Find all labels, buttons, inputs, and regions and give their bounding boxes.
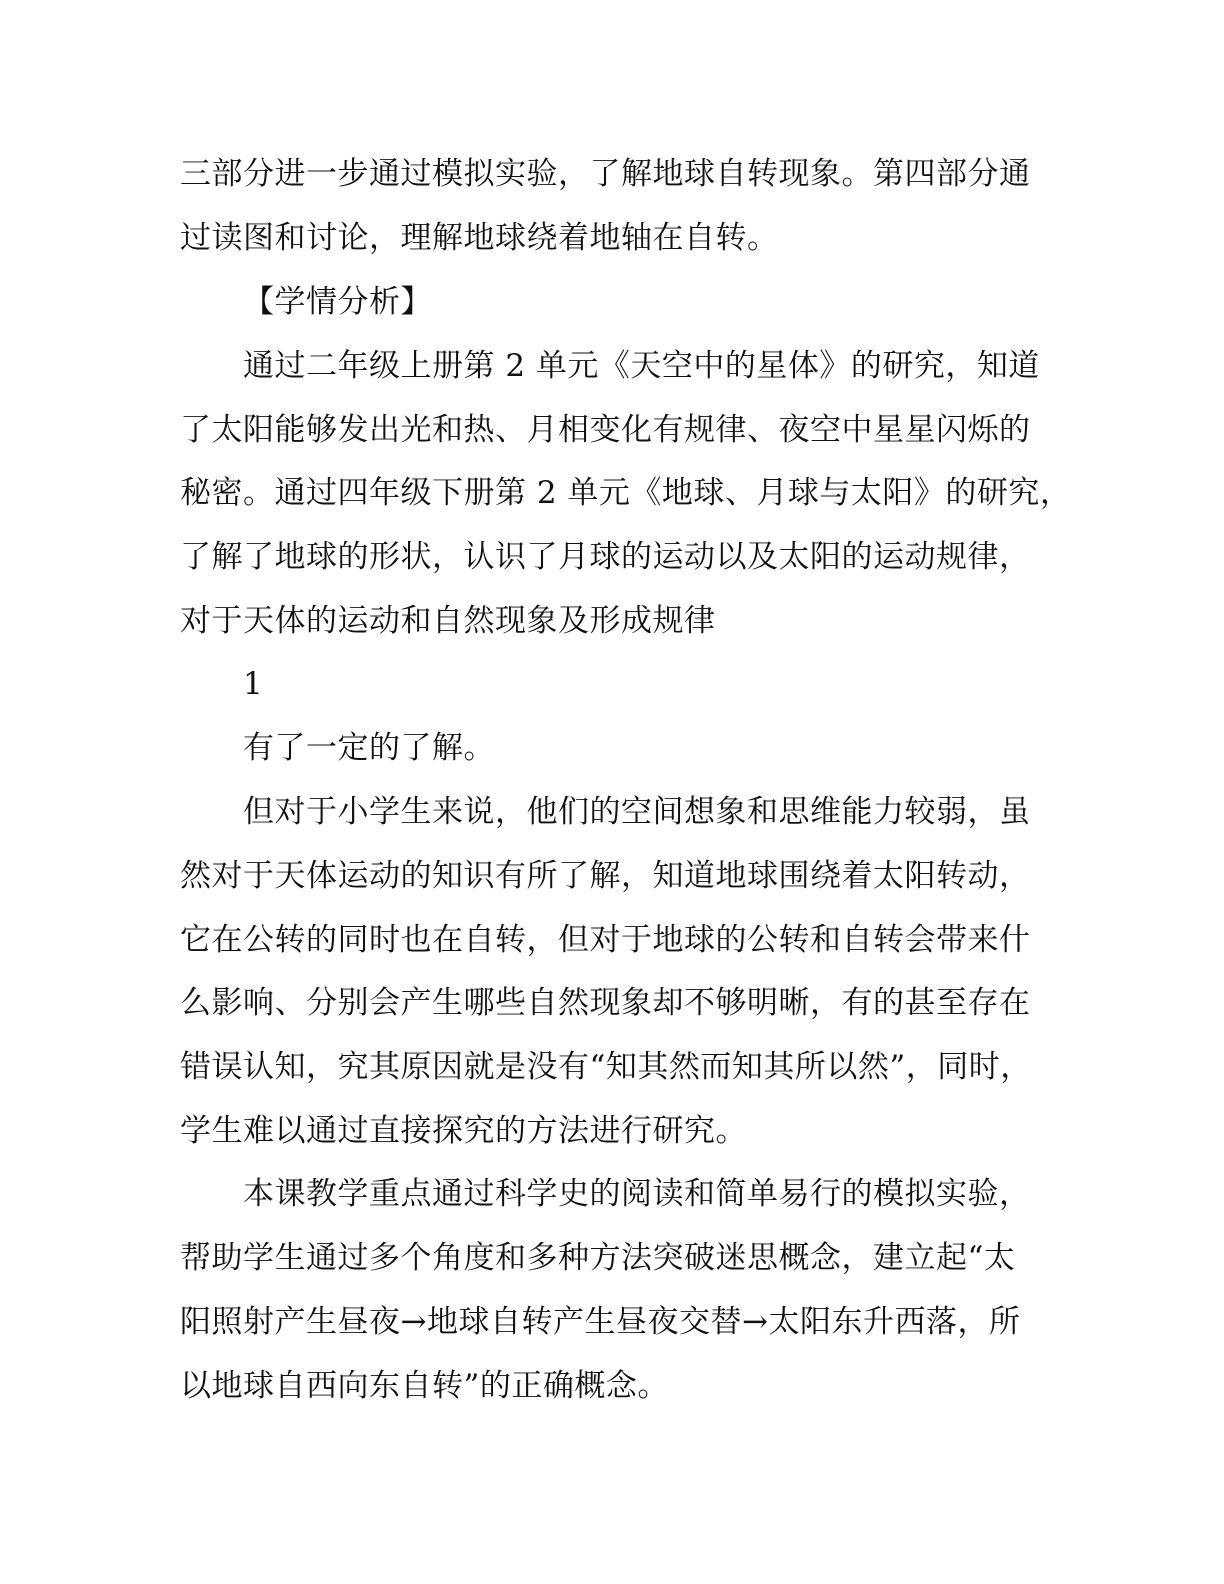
paragraph-line: 了解了地球的形状，认识了月球的运动以及太阳的运动规律， (180, 539, 1031, 575)
paragraph-line: 通过二年级上册第 2 单元《天空中的星体》的研究，知道 (243, 348, 1040, 384)
section-heading: 【学情分析】 (243, 284, 432, 320)
paragraph-line: 了太阳能够发出光和热、月相变化有规律、夜空中星星闪烁的 (180, 412, 1031, 448)
page-number: 1 (243, 666, 264, 702)
paragraph-line: 本课教学重点通过科学史的阅读和简单易行的模拟实验， (243, 1176, 1031, 1212)
paragraph-line: 帮助学生通过多个角度和多种方法突破迷思概念，建立起“太 (180, 1240, 1016, 1276)
paragraph-line: 么影响、分别会产生哪些自然现象却不够明晰，有的甚至存在 (180, 985, 1031, 1021)
paragraph-line: 对于天体的运动和自然现象及形成规律 (180, 603, 716, 639)
paragraph-line: 三部分进一步通过模拟实验，了解地球自转现象。第四部分通 (180, 156, 1031, 192)
paragraph-line: 阳照射产生昼夜→地球自转产生昼夜交替→太阳东升西落，所 (180, 1304, 1021, 1340)
paragraph-line: 然对于天体运动的知识有所了解，知道地球围绕着太阳转动， (180, 858, 1031, 894)
paragraph-line: 错误认知，究其原因就是没有“知其然而知其所以然”，同时， (180, 1049, 1032, 1085)
paragraph-line: 它在公转的同时也在自转，但对于地球的公转和自转会带来什 (180, 922, 1031, 958)
paragraph-line: 有了一定的了解。 (243, 730, 495, 766)
paragraph-line: 过读图和讨论，理解地球绕着地轴在自转。 (180, 220, 779, 256)
paragraph-line: 学生难以通过直接探究的方法进行研究。 (180, 1113, 747, 1149)
paragraph-line: 以地球自西向东自转”的正确概念。 (180, 1368, 669, 1404)
paragraph-line: 秘密。通过四年级下册第 2 单元《地球、月球与太阳》的研究， (180, 475, 1072, 511)
paragraph-line: 但对于小学生来说，他们的空间想象和思维能力较弱，虽 (243, 794, 1031, 830)
